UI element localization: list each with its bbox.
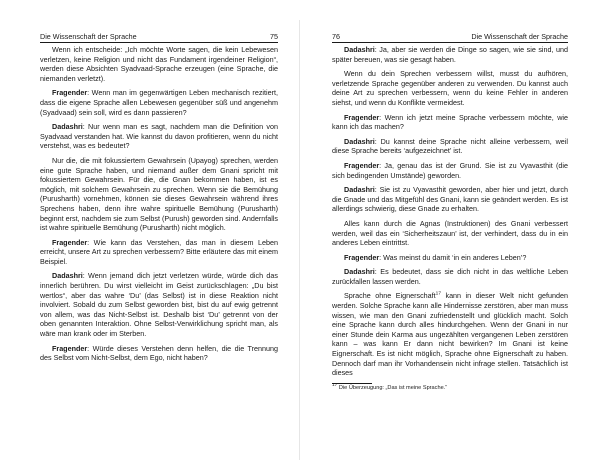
footnote-text: Die Überzeugung: „Das ist meine Sprache.“ [337,385,448,392]
paragraph-text: : Es bedeutet, dass sie dich nicht in das weltliche Leben zurückfallen lassen werden. [332,267,568,286]
paragraph [332,267,568,286]
paragraph-text: : Nur wenn man es sagt, nachdem man die Definition von Syadvaad verstanden hat. Wie kannst du davon profitieren, wenn du nicht verstehst, was es bedeutet? [40,122,278,151]
footnote-rule [332,383,372,384]
page-number: 76 [332,32,340,41]
paragraph [40,45,278,83]
paragraph [332,161,568,180]
footnote-marker: 17 [332,383,338,389]
speaker-label: Dadashri [344,45,375,54]
speaker-label: Fragender [344,252,380,262]
paragraph-text: Wenn du dein Sprechen verbessern willst, musst du aufhören, verletzende Sprache gegenüber anderen zu verwenden. Du kannst auch deine Art zu sprechen verbessern, wenn du keine Fehler in anderen siehst, und wenn du Konflikte vermeidest. [332,69,568,107]
paragraph-text: : Was meinst du damit ‘in ein anderes Leben’? [379,252,527,262]
paragraph-text: : Wenn ich jetzt meine Sprache verbessern möchte, wie kann ich das machen? [332,112,568,132]
paragraph-text: Alles kann durch die Agnas (Instruktionen) des Gnani verbessert werden, weil das ein ‘Sicherheitszaun’ ist, der verhindert, dass du in ein anderes Leben eintrittst. [332,218,568,248]
paragraph-text: Wenn ich entscheide: „Ich möchte Worte sagen, die kein Lebewesen verletzen, keine Religion und nicht das Fundament irgendeiner Religion“, werden diese Absichten Syadvaad-Sprache erzeugen (eine Sprache, die niemanden verletzt). [40,45,278,83]
right-page [300,0,600,474]
paragraph-text: Nur die, die mit fokussiertem Gewahrsein (Upayog) sprechen, werden eine gute Sprache haben, und niemand außer dem Gnani spricht mit fokussiertem Gewahrsein. Für die, die Gnan bekommen haben, ist es möglich, mit solchem Gewahrsein zu sprechen. Wenn sie die Bemühung (Purusharth) vornehmen, können sie dieses Gewahrsein während ihres Sprechens haben, denn ihre wahre spirituelle Bemühung (Purusharth) beginnt erst, nachdem sie zum Selbst (Purush) geworden sind. Andernfalls ist wahre spirituelle Bemühung (Purusharth) nicht möglich. [40,155,278,233]
right-page-body [332,45,568,378]
paragraph [332,291,568,377]
paragraph [40,122,278,151]
paragraph [332,69,568,107]
speaker-label: Fragender [344,160,380,170]
paragraph-text: : Wenn man im gegenwärtigen Leben mechanisch rezitiert, dass die eigene Sprache allen Lebewesen gegenüber süß und angenehm (Syadvaad) sein soll, wird es dann passieren? [40,88,278,117]
footnote-reference: 17 [435,292,441,298]
page-number: 75 [270,32,278,41]
paragraph-text: : Wie kann das Verstehen, das man in diesem Leben erreicht, unsere Art zu sprechen verbessern? Bitte erläutere das mit einem Beispiel. [40,237,278,266]
speaker-label: Fragender [52,88,88,98]
speaker-label: Fragender [344,112,380,122]
paragraph [40,238,278,267]
paragraph-text: : Wenn jemand dich jetzt verletzen würde, würde dich das innerlich berühren. Du wirst vielleicht im Geist zurückschlagen: „Du bist wertlos“, aber das wahre ‘Du’ (das Selbst) ist in diese Reaktion nicht involviert. Sobald du zum Selbst geworden bist, bist du auf ewig getrennt von allem, was das Nicht-Selbst ist. Deshalb bist ‘Du’ getrennt von der oben genannten Interaktion. Ohne Selbst-Verwirklichung spricht man, als wäre man krank oder im Sterben. [40,271,278,339]
paragraph-text-continued: kann in dieser Welt nicht gefunden werden. Solche Sprache kann alle Hindernisse zerstören, aber man muss wissen, wie man den Gnani zufriedenstellt und glücklich macht. Solch eine Sprache kann durch alles hindurchgehen. Wenn der Gnani in nur einer Stunde dein Karma aus ungezählten vergangenen Leben zerstören kann – was kann Er dann nicht bewirken? Im Gnani ist keine Eignerschaft. Es ist nicht möglich, Sprache ohne Eignerschaft zu haben. Dennoch darf man ihr Vorhandensein nicht infrage stellen. Tatsächlich ist dieses [332,291,568,378]
running-title: Die Wissenschaft der Sprache [40,32,137,41]
paragraph-text: : Du kannst deine Sprache nicht alleine verbessern, weil diese Sprache bereits ‘aufgezeichnet’ ist. [332,136,568,156]
paragraph-text: : Ja, aber sie werden die Dinge so sagen, wie sie sind, und später bereuen, was sie gesagt haben. [332,45,568,64]
paragraph [40,271,278,338]
speaker-label: Dadashri [344,267,375,277]
left-page-body [40,45,278,363]
paragraph [332,185,568,214]
right-page-header [332,32,568,43]
speaker-label: Fragender [52,237,88,247]
speaker-label: Dadashri [344,185,375,195]
running-title: Die Wissenschaft der Sprache [471,32,568,41]
paragraph [40,344,278,363]
speaker-label: Fragender [52,343,88,353]
left-page-header [40,32,278,43]
paragraph [40,88,278,117]
paragraph-text: Sprache ohne Eignerschaft [344,291,436,301]
paragraph [332,113,568,132]
paragraph [40,156,278,233]
paragraph-text: : Ja, genau das ist der Grund. Sie ist zu Vyavasthit (die sich bedingenden Umstände) geworden. [332,160,568,180]
speaker-label: Dadashri [344,136,375,146]
footnote [332,385,568,392]
paragraph-text: : Würde dieses Verstehen denn helfen, die die Trennung des Selbst vom Nicht-Selbst, dem Ego, nicht haben? [40,343,278,363]
speaker-label: Dadashri [52,271,83,281]
paragraph-text: : Sie ist zu Vyavasthit geworden, aber hier und jetzt, durch die Gnade und das Mitgefühl des Gnani, kann sie geändert werden. Es ist allerdings schwierig, diese Gnade zu erhalten. [332,185,568,214]
speaker-label: Dadashri [52,122,83,132]
paragraph [332,45,568,64]
paragraph [332,219,568,248]
paragraph [332,253,568,263]
paragraph [332,137,568,156]
